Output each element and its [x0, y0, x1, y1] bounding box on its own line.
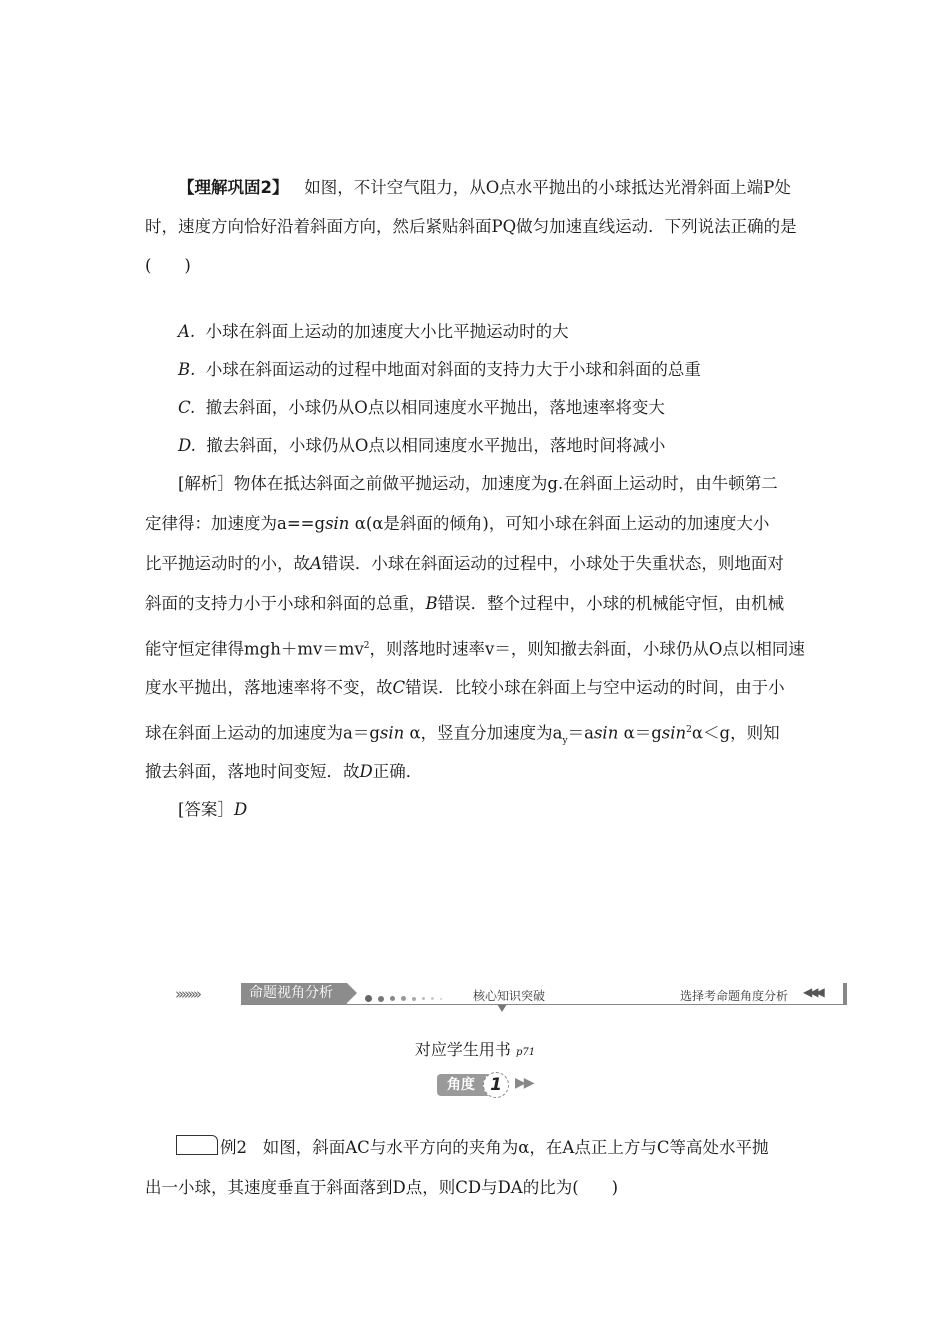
problem-line-2: 时，速度方向恰好沿着斜面方向，然后紧贴斜面PQ做匀加速直线运动．下列说法正确的是 — [145, 217, 797, 236]
chevrons-right-icon: ›››››››› — [175, 985, 199, 1003]
banner-divider — [241, 1004, 847, 1005]
angle-label: 角度 — [437, 1074, 491, 1096]
banner-end-bar — [843, 983, 847, 1005]
example-line-1: 例2 如图，斜面AC与水平方向的夹角为α，在A点正上方与C等高处水平抛 — [176, 1135, 768, 1160]
section-banner — [175, 983, 847, 1005]
analysis-line-6: 度水平抛出，落地速率将不变，故C错误．比较小球在斜面上与空中运动的时间，由于小 — [145, 678, 785, 697]
analysis-line-1: [解析］物体在抵达斜面之前做平抛运动，加速度为g.在斜面上运动时，由牛顿第二 — [178, 474, 778, 493]
answer-value: D — [233, 800, 248, 819]
option-a: A. 小球在斜面上运动的加速度大小比平抛运动时的大 — [178, 322, 569, 341]
example-box-icon — [176, 1135, 218, 1155]
angle-number: 1 — [483, 1072, 509, 1098]
problem-line-3: ( ) — [145, 256, 191, 275]
banner-middle-label: 核心知识突破 — [473, 989, 546, 1003]
option-d: D. 撤去斜面，小球仍从O点以相同速度水平抛出，落地时间将减小 — [178, 436, 666, 455]
analysis-line-4: 斜面的支持力小于小球和斜面的总重，B错误．整个过程中，小球的机械能守恒，由机械 — [145, 594, 785, 613]
banner-title: 命题视角分析 — [241, 983, 347, 1004]
example-line-2: 出一小球，其速度垂直于斜面落到D点，则CD与DA的比为( ) — [145, 1178, 619, 1197]
triangle-down-icon — [497, 1004, 507, 1012]
problem-line-1: 【理解巩固2】 如图，不计空气阻力，从O点水平抛出的小球抵达光滑斜面上端P处 — [178, 178, 791, 197]
analysis-line-5: 能守恒定律得$mgh+mv=mv^2$，则落地时速率v＝，则知撤去斜面，小球仍从O点以相同速 — [145, 639, 805, 659]
answer-label: [答案］ — [178, 800, 234, 819]
analysis-line-8: 撤去斜面，落地时间变短．故D正确． — [145, 762, 423, 781]
analysis-line-2: 定律得：加速度为a==gsin α(α是斜面的倾角)，可知小球在斜面上运动的加速度大小 — [145, 514, 770, 533]
book-reference: 对应学生用书 p71 — [414, 1040, 536, 1059]
option-b: B. 小球在斜面运动的过程中地面对斜面的支持力大于小球和斜面的总重 — [178, 360, 701, 379]
answer-line — [178, 798, 247, 822]
play-arrows-icon: ▶▶ — [515, 1075, 533, 1091]
analysis-line-3: 比平抛运动时的小，故A错误．小球在斜面运动的过程中，小球处于失重状态，则地面对 — [145, 554, 784, 573]
example-label: 例2 — [220, 1138, 247, 1157]
arrows-left-icon: ◀◀◀ — [803, 985, 822, 999]
option-c: C. 撤去斜面，小球仍从O点以相同速度水平抛出，落地速率将变大 — [178, 398, 665, 417]
banner-right-label: 选择考命题角度分析 — [680, 989, 789, 1003]
problem-tag: 【理解巩固2】 — [178, 178, 289, 197]
analysis-line-7: 球在斜面上运动的加速度为a＝gsin α，竖直分加速度为$a_y=asin$ α＝gsin$^2$α＜g，则知 — [145, 723, 780, 746]
